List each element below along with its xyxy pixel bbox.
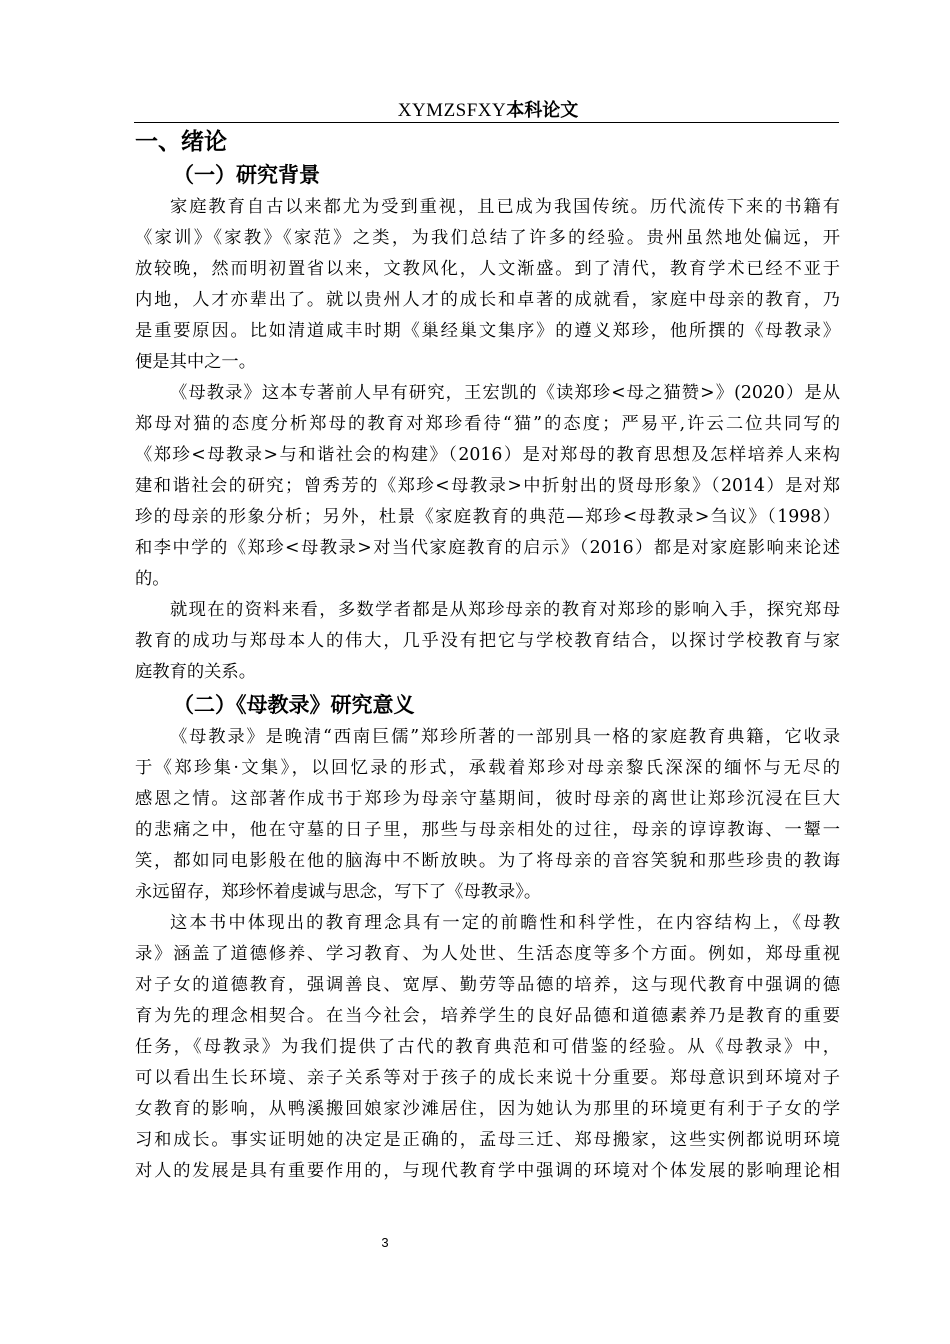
text-line: 可以看出生长环境、亲子关系等对于孩子的成长来说十分重要。郑母意识到环境对子 — [135, 1068, 840, 1088]
text-line: 女教育的影响，从鸭溪搬回娘家沙滩居住，因为她认为那里的环境更有利于子女的学 — [135, 1099, 840, 1119]
header-rule — [134, 122, 839, 123]
text-line: 习和成长。事实证明她的决定是正确的，孟母三迁、郑母搬家，这些实例都说明环境 — [135, 1130, 840, 1150]
page-body — [135, 126, 840, 1187]
text-line: 便是其中之一。 — [135, 352, 256, 372]
text-line: 是重要原因。比如清道咸丰时期《巢经巢文集序》的遵义郑珍，他所撰的《母教录》 — [135, 321, 840, 341]
text-line: 郑母对猫的态度分析郑母的教育对郑珍看待“猫”的态度；严易平,许云二位共同写的 — [135, 414, 840, 434]
text-line: 《郑珍<母教录>与和谐社会的构建》（2016）是对郑母的教育思想及怎样培养人来构 — [135, 445, 840, 465]
page-number: 3 — [381, 1235, 389, 1250]
text-line: 笑，都如同电影般在他的脑海中不断放映。为了将母亲的音容笑貌和那些珍贵的教诲 — [135, 851, 840, 871]
running-header — [138, 98, 838, 123]
paragraph — [135, 192, 840, 378]
text-line: 《母教录》是晚清“西南巨儒”郑珍所著的一部别具一格的家庭教育典籍，它收录 — [170, 727, 840, 747]
text-line: 就现在的资料来看，多数学者都是从郑珍母亲的教育对郑珍的影响入手，探究郑母 — [170, 600, 840, 620]
text-line: 《母教录》这本专著前人早有研究，王宏凯的《读郑珍<母之猫赞>》(2020）是从 — [170, 383, 840, 403]
paragraph — [135, 378, 840, 595]
text-line: 珍的母亲的形象分析；另外，杜景《家庭教育的典范—郑珍<母教录>刍议》（1998） — [135, 507, 840, 527]
chapter-title: 一、绪论 — [135, 129, 227, 155]
text-line: 建和谐社会的研究；曾秀芳的《郑珍<母教录>中折射出的贤母形象》（2014）是对郑 — [135, 476, 840, 496]
text-line: 任务，《母教录》为我们提供了古代的教育典范和可借鉴的经验。从《母教录》中， — [135, 1037, 840, 1057]
text-line: 的悲痛之中，他在守墓的日子里，那些与母亲相处的过往，母亲的谆谆教诲、一颦一 — [135, 820, 840, 840]
text-line: 对人的发展是具有重要作用的，与现代教育学中强调的环境对个体发展的影响理论相 — [135, 1161, 840, 1181]
text-line: 的。 — [135, 569, 170, 589]
text-line: 录》涵盖了道德修养、学习教育、为人处世、生活态度等多个方面。例如，郑母重视 — [135, 944, 840, 964]
text-line: 于《郑珍集·文集》，以回忆录的形式，承载着郑珍对母亲黎氏深深的缅怀与无尽的 — [135, 758, 840, 778]
text-line: 教育的成功与郑母本人的伟大，几乎没有把它与学校教育结合，以探讨学校教育与家 — [135, 631, 840, 651]
text-line: 和李中学的《郑珍<母教录>对当代家庭教育的启示》（2016）都是对家庭影响来论述 — [135, 538, 840, 558]
text-line: 庭教育的关系。 — [135, 662, 256, 682]
text-line: 感恩之情。这部著作成书于郑珍为母亲守墓期间，彼时母亲的离世让郑珍沉浸在巨大 — [135, 789, 840, 809]
text-line: 这本书中体现出的教育理念具有一定的前瞻性和科学性，在内容结构上，《母教 — [170, 913, 840, 933]
section-title-background: （一）研究背景 — [173, 163, 320, 187]
text-line: 永远留存，郑珍怀着虔诚与思念，写下了《母教录》。 — [135, 882, 542, 902]
paragraph — [135, 595, 840, 688]
paragraph — [135, 722, 840, 908]
text-line: 育为先的理念相契合。在当今社会，培养学生的良好品德和道德素养乃是教育的重要 — [135, 1006, 840, 1026]
text-line: 《家训》《家教》《家范》之类，为我们总结了许多的经验。贵州虽然地处偏远，开 — [135, 228, 840, 248]
text-line: 放较晚，然而明初置省以来，文教风化，人文渐盛。到了清代，教育学术已经不亚于 — [135, 259, 840, 279]
header-label: 本科论文 — [506, 100, 579, 121]
header-code: XYMZSFXY — [397, 100, 507, 121]
text-line: 内地，人才亦辈出了。就以贵州人才的成长和卓著的成就看，家庭中母亲的教育，乃 — [135, 290, 840, 310]
section-title-significance: （二）《母教录》研究意义 — [173, 693, 415, 717]
text-line: 家庭教育自古以来都尤为受到重视，且已成为我国传统。历代流传下来的书籍有 — [170, 197, 840, 217]
text-line: 对子女的道德教育，强调善良、宽厚、勤劳等品德的培养，这与现代教育中强调的德 — [135, 975, 840, 995]
paragraph — [135, 908, 840, 1187]
